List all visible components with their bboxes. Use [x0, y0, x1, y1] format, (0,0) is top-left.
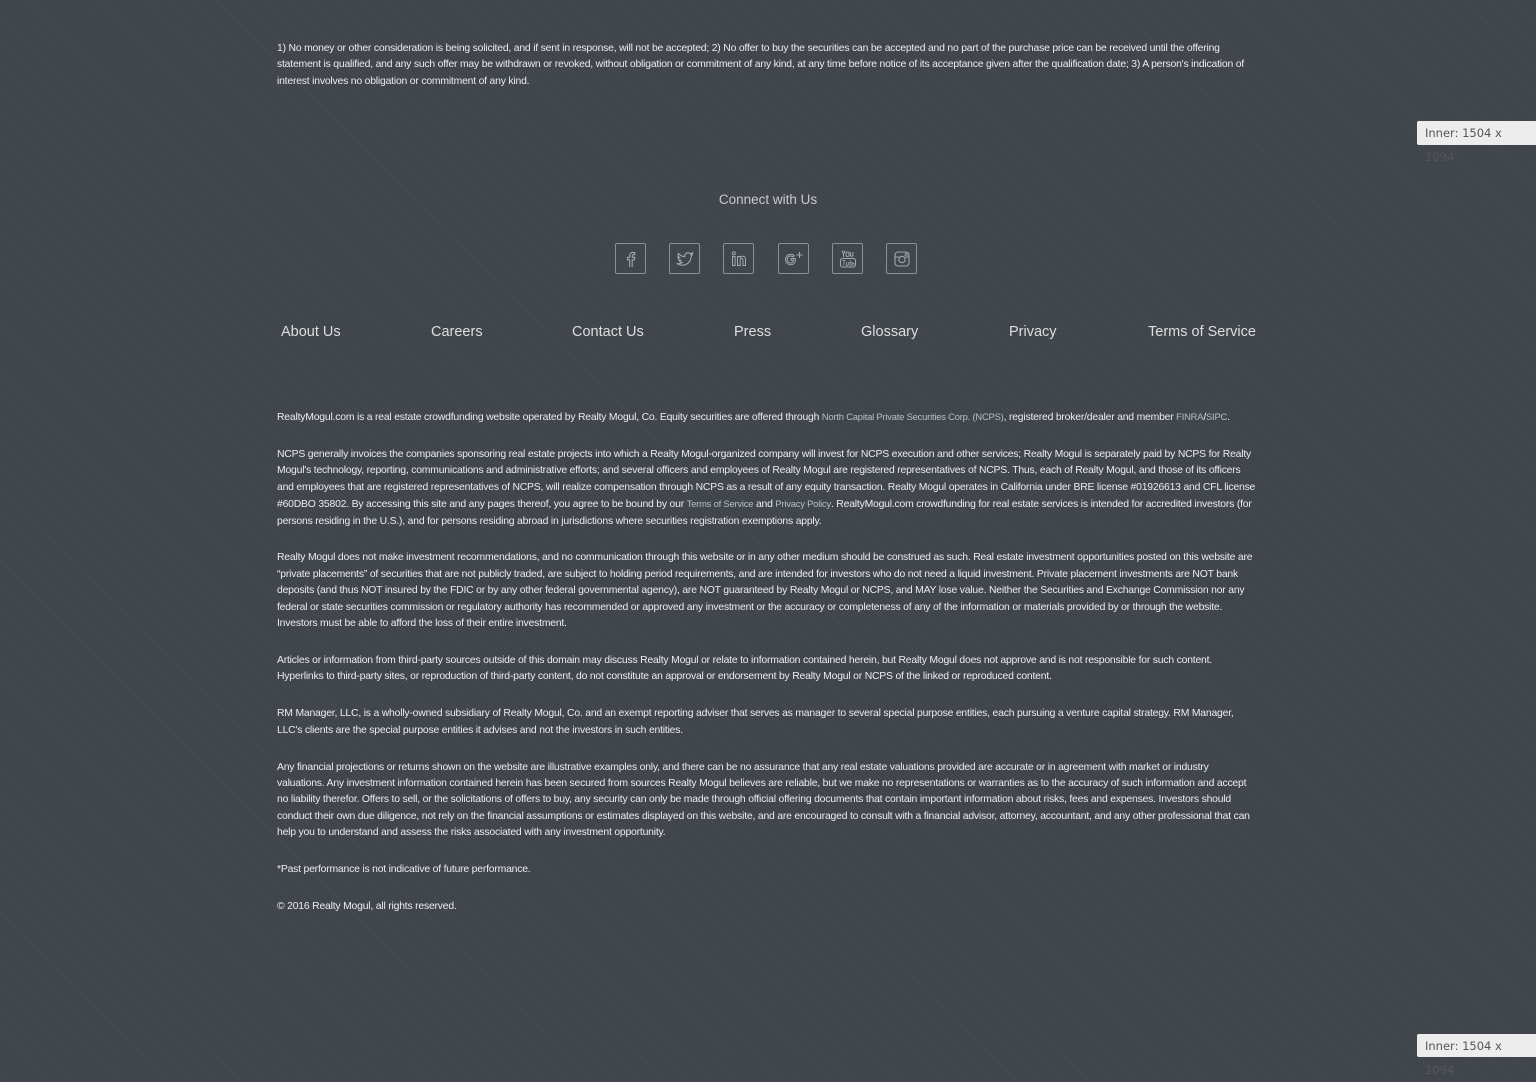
- youtube-link[interactable]: [832, 243, 863, 274]
- instagram-icon: [893, 250, 911, 268]
- legal-text: and: [753, 499, 776, 511]
- legal-text: , registered broker/dealer and member: [1003, 412, 1177, 423]
- nav-press[interactable]: Press: [734, 324, 772, 340]
- nav-careers[interactable]: Careers: [431, 324, 483, 340]
- twitter-link[interactable]: [669, 243, 700, 274]
- sipc-link[interactable]: SIPC: [1206, 411, 1228, 422]
- legal-paragraph-recommendations: Realty Mogul does not make investment recommendations, and no communication through this website or in any other medium should be construed as such. Real estate investment opportunities posted on this website are “private placements” of securities that are not publicly traded, are subject to holding period requirements, and are intended for investors who do not need a liquid investment. Private placement investments are NOT bank deposits (and thus NOT insured by the FDIC or by any other federal governmental agency), are NOT guaranteed by Realty Mogul or NCPS, and MAY lose value. Neither the Securities and Exchange Commission nor any federal or state securities commission or regulatory authority has recommended or approved any investment or the accuracy or completeness of any of the information or materials provided by or through the website. Investors must be able to afford the loss of their entire investment.: [277, 552, 1253, 630]
- google-plus-icon: [784, 249, 804, 269]
- facebook-icon: [623, 250, 639, 268]
- legal-paragraph-ncps: [277, 447, 1257, 530]
- legal-paragraph-operator: [277, 409, 1257, 426]
- legal-paragraph-third-party: Articles or information from third-party sources outside of this domain may discuss Realty Mogul or relate to information contained herein, but Realty Mogul does not approve and is not responsible for such content. Hyperlinks to third-party sites, or reproduction of third-party content, do not constitute an approval or endorsement by Realty Mogul or NCPS of the linked or reproduced content.: [277, 654, 1212, 683]
- legal-text: . RealtyMogul.com crowdfunding for real estate services is intended for accredited investors (for persons residing in the U.S.), and for persons residing abroad in jurisdictions where securities registration exemptions apply.: [277, 499, 1252, 527]
- ncps-link[interactable]: North Capital Private Securities Corp. (NCPS): [821, 411, 1004, 422]
- nav-contact-us[interactable]: Contact Us: [572, 324, 644, 340]
- instagram-link[interactable]: [886, 243, 917, 274]
- legal-paragraph-rm-manager: RM Manager, LLC, is a wholly-owned subsidiary of Realty Mogul, Co. and an exempt reporting adviser that serves as manager to several special purpose entities, each pursuing a venture capital strategy. RM Manager, LLC's clients are the special purpose entities it advises and not the investors in such entities.: [277, 708, 1234, 736]
- footer-nav: [277, 324, 1257, 344]
- viewport-size-badge-bottom: Inner: 1504 x 1094: [1417, 1034, 1536, 1057]
- past-performance-note: *Past performance is not indicative of future performance.: [277, 864, 531, 876]
- linkedin-link[interactable]: [723, 243, 754, 274]
- terms-of-service-link[interactable]: Terms of Service: [686, 498, 754, 510]
- nav-terms-of-service[interactable]: Terms of Service: [1148, 324, 1256, 340]
- legal-text: .: [1227, 412, 1230, 423]
- nav-privacy[interactable]: Privacy: [1009, 324, 1057, 340]
- legal-text: RealtyMogul.com is a real estate crowdfunding website operated by Realty Mogul, Co. Equity securities are offered through: [277, 412, 822, 423]
- viewport-size-badge: Inner: 1504 x 1094: [1417, 121, 1536, 145]
- twitter-icon: [676, 251, 694, 267]
- legal-disclosures: [277, 409, 1257, 936]
- facebook-link[interactable]: [615, 243, 646, 274]
- linkedin-icon: [730, 250, 748, 268]
- google-plus-link[interactable]: [778, 243, 809, 274]
- nav-about-us[interactable]: About Us: [281, 324, 341, 340]
- offering-disclaimer: 1) No money or other consideration is being solicited, and if sent in response, will not be accepted; 2) No offer to buy the securities can be accepted and no part of the purchase price can be received until the offering statement is qualified, and any such offer may be withdrawn or revoked, without obligation or commitment of any kind, at any time before notice of its acceptance given after the qualification date; 3) A person's indication of interest involves no obligation or commitment of any kind.: [277, 43, 1244, 87]
- legal-text: /: [1203, 412, 1206, 423]
- privacy-policy-link[interactable]: Privacy Policy: [775, 498, 831, 510]
- copyright: © 2016 Realty Mogul, all rights reserved.: [277, 901, 457, 913]
- youtube-icon: [839, 249, 857, 269]
- finra-link[interactable]: FINRA: [1176, 411, 1204, 422]
- legal-text: NCPS generally invoices the companies sponsoring real estate projects into which a Realty Mogul-organized company will invest for NCPS execution and other services; Realty Mogul is separately paid by NCPS for Realty Mogul's technology, reporting, communications and administrative efforts; and several officers and employees of Realty Mogul are registered representatives of NCPS. Thus, each of Realty Mogul, and those of its officers and employees that are registered representatives of NCPS, will realize compensation through NCPS as a result of any equity transaction. Realty Mogul operates in California under BRE license #01926613 and CFL license #60DBO 35802. By accessing this site and any pages thereof, you agree to be bound by our: [277, 448, 1256, 511]
- connect-title: Connect with Us: [718, 192, 818, 207]
- legal-paragraph-projections: Any financial projections or returns shown on the website are illustrative examples only, and there can be no assurance that any real estate valuations provided are accurate or in agreement with market or industry valuations. Any investment information contained herein has been secured from sources Realty Mogul believes are reliable, but we make no representations or warranties as to the accuracy of such information and accept no liability therefor. Offers to sell, or the solicitations of offers to buy, any security can only be made through official offering documents that contain important information about risks, fees and expenses. Investors should conduct their own due diligence, not rely on the financial assumptions or estimates displayed on this website, and are encouraged to consult with a financial advisor, attorney, accountant, and any other professional that can help you to understand and assess the risks associated with any investment opportunity.: [277, 761, 1250, 839]
- nav-glossary[interactable]: Glossary: [861, 324, 919, 340]
